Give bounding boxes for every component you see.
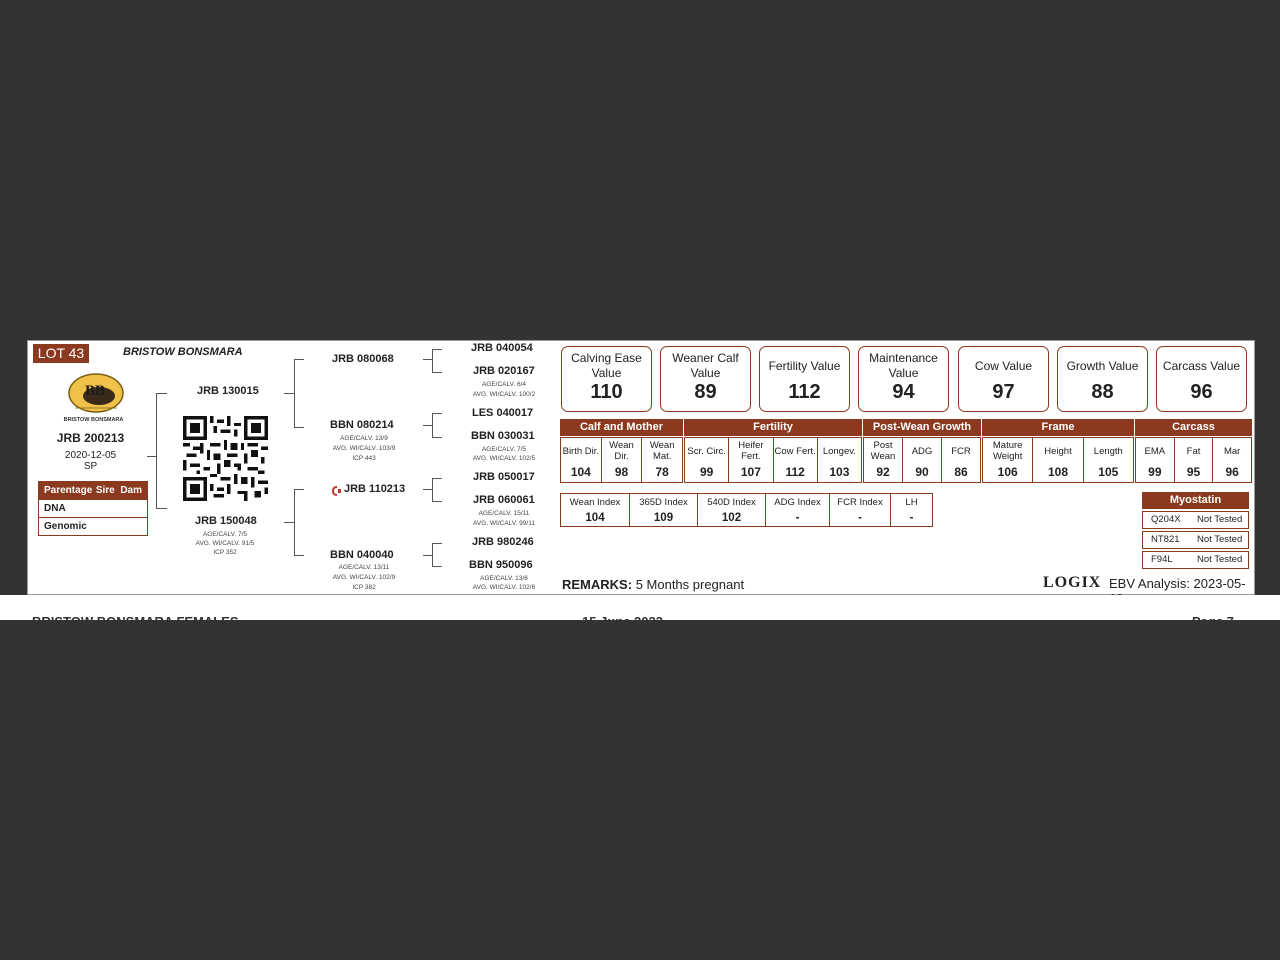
sss-id: JRB 040054	[471, 342, 533, 354]
value-label: Cow Value	[974, 358, 1033, 373]
index-cell	[630, 494, 698, 526]
group-post-wean	[863, 437, 981, 483]
trait-cell	[1033, 438, 1083, 482]
value-label: Weaner Calf Value	[672, 351, 739, 380]
pedigree-connector	[294, 489, 295, 555]
pedigree-connector	[284, 522, 294, 523]
trait-label: Mar	[1223, 445, 1241, 457]
value-label: Maintenance Value	[869, 351, 938, 380]
ssd-info-1: AGE/CALV. 6/4	[481, 381, 527, 388]
trait-cell	[1213, 438, 1251, 482]
myostatin-marker: Q204X	[1151, 514, 1181, 525]
index-value: 104	[585, 512, 605, 524]
trait-label: Longev.	[822, 445, 856, 457]
logo-caption: BRISTOW BONSMARA	[63, 417, 124, 423]
value-box-calving-ease	[561, 346, 652, 412]
trait-value: 86	[954, 465, 968, 479]
group-fertility	[684, 437, 862, 483]
index-value: 109	[653, 512, 674, 524]
dam-dam-info-2: AVG. WI/CALV. 102/9	[332, 574, 396, 581]
myostatin-marker: F94L	[1151, 554, 1173, 565]
value-number: 88	[1091, 381, 1114, 403]
value-number: 89	[694, 381, 717, 403]
trait-value: 107	[740, 465, 761, 479]
pedigree-connector	[432, 349, 433, 372]
pedigree-connector	[423, 425, 432, 426]
trait-cell	[642, 438, 682, 482]
sire-id: JRB 130015	[197, 385, 259, 397]
pedigree-connector	[294, 359, 304, 360]
dam-info-3: ICP 352	[213, 549, 237, 556]
parentage-row-genomic: Genomic	[39, 517, 147, 535]
trait-value: 106	[997, 465, 1018, 479]
pedigree-connector	[432, 478, 433, 501]
myostatin-table	[1142, 492, 1249, 569]
trait-label: Fat	[1186, 445, 1201, 457]
sire-dam-info-3: ICP 443	[352, 455, 376, 462]
trait-cell	[729, 438, 773, 482]
pedigree-connector	[432, 413, 433, 437]
trait-label: Birth Dir.	[562, 445, 600, 457]
parentage-row-dna: DNA	[39, 499, 147, 517]
pedigree-connector	[432, 478, 442, 479]
pedigree-connector	[423, 359, 432, 360]
trait-value: 99	[1148, 465, 1162, 479]
trait-label: FCR	[951, 445, 971, 457]
value-label: Growth Value	[1066, 358, 1139, 373]
trait-value: 92	[876, 465, 890, 479]
value-number: 110	[590, 381, 623, 403]
value-label: Fertility Value	[768, 358, 841, 373]
dsd-id: JRB 060061	[473, 494, 535, 506]
trait-cell	[903, 438, 942, 482]
ssd-id: JRB 020167	[473, 365, 535, 377]
index-value: 102	[721, 512, 742, 524]
sds-id: LES 040017	[472, 407, 534, 419]
parentage-dam: Dam	[120, 485, 142, 496]
group-frame	[982, 437, 1134, 483]
myostatin-row	[1142, 531, 1249, 549]
index-cell	[830, 494, 891, 526]
dam-dam-info-3: ICP 382	[352, 584, 376, 591]
trait-label: Wean Dir.	[609, 440, 634, 462]
sire-dam-id: BBN 080214	[330, 419, 394, 431]
trait-cell	[1136, 438, 1175, 482]
trait-value: 95	[1186, 465, 1201, 479]
strip-center-text: 15 June 2023	[582, 614, 663, 629]
index-value: -	[795, 512, 800, 524]
pedigree-connector	[432, 349, 442, 350]
group-header-calf-mother: Calf and Mother	[560, 419, 683, 436]
ddd-info-1: AGE/CALV. 13/6	[480, 575, 528, 582]
trait-label: Cow Fert.	[774, 445, 816, 457]
pedigree-connector	[432, 413, 442, 414]
carcass-flag-icon	[331, 484, 342, 502]
trait-label: ADG	[911, 445, 933, 457]
ddd-info-2: AVG. WI/CALV. 102/6	[472, 584, 536, 591]
dss-id: JRB 050017	[473, 471, 535, 483]
trait-cell	[818, 438, 861, 482]
trait-label: Mature Weight	[992, 440, 1023, 462]
trait-cell	[561, 438, 602, 482]
index-value: -	[909, 512, 914, 524]
value-number: 94	[892, 381, 915, 403]
value-number: 112	[788, 381, 821, 403]
breeder-name: BRISTOW BONSMARA	[123, 346, 243, 358]
trait-label: Height	[1044, 445, 1072, 457]
pedigree-connector	[147, 456, 156, 457]
parentage-header	[39, 482, 147, 499]
myostatin-row	[1142, 551, 1249, 569]
sire-dam-info-2: AVG. WI/CALV. 103/9	[332, 445, 396, 452]
value-number: 97	[992, 381, 1015, 403]
trait-value: 112	[785, 465, 805, 479]
trait-value: 98	[614, 465, 629, 479]
remarks-label: REMARKS:	[562, 577, 633, 592]
value-box-cow	[958, 346, 1049, 412]
parentage-sire: Sire	[95, 485, 115, 496]
pedigree-connector	[294, 359, 295, 427]
index-table	[560, 493, 933, 527]
pedigree-connector	[432, 372, 442, 373]
value-box-maintenance	[858, 346, 949, 412]
strip-left-text: BRISTOW BONSMARA FEMALES	[32, 614, 239, 629]
parentage-label: Parentage	[44, 485, 93, 496]
trait-label: Post Wean	[870, 440, 896, 462]
animal-sex: SP	[83, 461, 98, 472]
group-header-carcass: Carcass	[1135, 419, 1252, 436]
trait-value: 90	[915, 465, 929, 479]
myostatin-status: Not Tested	[1197, 514, 1243, 525]
index-label: Wean Index	[569, 497, 621, 508]
value-box-carcass	[1156, 346, 1247, 412]
dam-id: JRB 150048	[195, 515, 257, 527]
pedigree-connector	[156, 393, 167, 394]
pedigree-connector	[156, 508, 167, 509]
animal-id: JRB 200213	[56, 431, 125, 445]
trait-value: 108	[1047, 465, 1068, 479]
myostatin-row	[1142, 511, 1249, 529]
index-value: -	[858, 512, 862, 524]
myostatin-status: Not Tested	[1197, 534, 1243, 545]
pedigree-connector	[432, 566, 442, 567]
value-label: Calving Ease Value	[571, 351, 642, 380]
index-label: 365D Index	[639, 497, 688, 508]
dsd-info-1: AGE/CALV. 15/11	[478, 510, 530, 517]
sire-sire-id: JRB 080068	[332, 353, 394, 365]
remarks-text: 5 Months pregnant	[635, 577, 745, 592]
pedigree-connector	[423, 489, 432, 490]
ebv-trait-groups	[560, 419, 1252, 484]
logix-logo: LOGIX	[1043, 574, 1102, 591]
group-header-frame: Frame	[982, 419, 1134, 436]
ssd-info-2: AVG. WI/CALV. 100/2	[472, 391, 536, 398]
svg-text:BB: BB	[85, 383, 106, 399]
index-label: LH	[905, 497, 918, 508]
sire-dam-info-1: AGE/CALV. 13/9	[340, 435, 388, 442]
lot-badge: LOT 43	[33, 344, 89, 363]
pedigree-connector	[156, 393, 157, 508]
trait-cell	[864, 438, 903, 482]
pedigree-connector	[294, 555, 304, 556]
myostatin-marker: NT821	[1151, 534, 1180, 545]
remarks	[562, 577, 744, 592]
pedigree-connector	[284, 393, 294, 394]
trait-label: Length	[1093, 445, 1123, 457]
myostatin-header: Myostatin	[1142, 492, 1249, 509]
dam-dam-id: BBN 040040	[330, 549, 394, 561]
value-number: 96	[1190, 381, 1213, 403]
trait-value: 99	[699, 465, 714, 479]
index-label: 540D Index	[707, 497, 756, 508]
pedigree-connector	[294, 427, 304, 428]
trait-cell	[685, 438, 729, 482]
trait-value: 78	[655, 465, 669, 479]
pedigree-connector	[432, 543, 442, 544]
index-cell	[891, 494, 932, 526]
dam-dam-info-1: AGE/CALV. 13/11	[338, 564, 390, 571]
sdd-info-2: AVG. WI/CALV. 102/5	[472, 455, 536, 462]
pedigree-connector	[423, 555, 432, 556]
dds-id: JRB 980246	[472, 536, 534, 548]
strip-right-text: Page 7	[1192, 614, 1234, 629]
sdd-info-1: AGE/CALV. 7/5	[481, 446, 527, 453]
group-calf-mother	[560, 437, 683, 483]
pedigree-connector	[432, 543, 433, 566]
trait-cell	[1084, 438, 1133, 482]
trait-label: Heifer Fert.	[738, 440, 764, 462]
trait-label: EMA	[1144, 445, 1166, 457]
value-box-growth	[1057, 346, 1148, 412]
ddd-id: BBN 950096	[469, 559, 533, 571]
value-box-fertility	[759, 346, 850, 412]
pedigree-connector	[294, 489, 304, 490]
trait-cell	[774, 438, 818, 482]
value-label: Carcass Value	[1162, 358, 1241, 373]
pedigree-connector	[432, 501, 442, 502]
group-header-fertility: Fertility	[684, 419, 862, 436]
trait-value: 96	[1225, 465, 1239, 479]
trait-label: Scr. Circ.	[687, 445, 726, 457]
trait-label: Wean Mat.	[649, 440, 675, 462]
trait-cell	[983, 438, 1033, 482]
trait-cell	[602, 438, 643, 482]
trait-value: 103	[829, 465, 850, 479]
index-label: FCR Index	[837, 497, 883, 508]
animal-dob: 2020-12-05	[64, 450, 117, 461]
index-label: ADG Index	[774, 497, 821, 508]
index-cell	[698, 494, 766, 526]
index-cell	[561, 494, 630, 526]
dam-info-1: AGE/CALV. 7/5	[202, 531, 248, 538]
sdd-id: BBN 030031	[471, 430, 535, 442]
qr-code[interactable]	[183, 416, 268, 501]
trait-value: 104	[570, 465, 591, 479]
pedigree-connector	[432, 437, 442, 438]
parentage-table	[38, 481, 148, 536]
dam-sire-id: JRB 110213	[344, 483, 406, 495]
group-header-post-wean: Post-Wean Growth	[863, 419, 981, 436]
myostatin-status: Not Tested	[1197, 554, 1243, 565]
index-cell	[766, 494, 830, 526]
ebv-analysis-date: EBV Analysis: 2023-05-	[1109, 576, 1246, 591]
trait-cell	[942, 438, 980, 482]
next-page-header-strip	[0, 595, 1280, 629]
dsd-info-2: AVG. WI/CALV. 99/11	[473, 520, 535, 527]
group-carcass	[1135, 437, 1252, 483]
trait-value: 105	[1098, 465, 1119, 479]
value-box-weaner-calf	[660, 346, 751, 412]
lot-card	[27, 340, 1255, 595]
dam-info-2: AVG. WI/CALV. 91/5	[195, 540, 255, 547]
trait-cell	[1175, 438, 1214, 482]
